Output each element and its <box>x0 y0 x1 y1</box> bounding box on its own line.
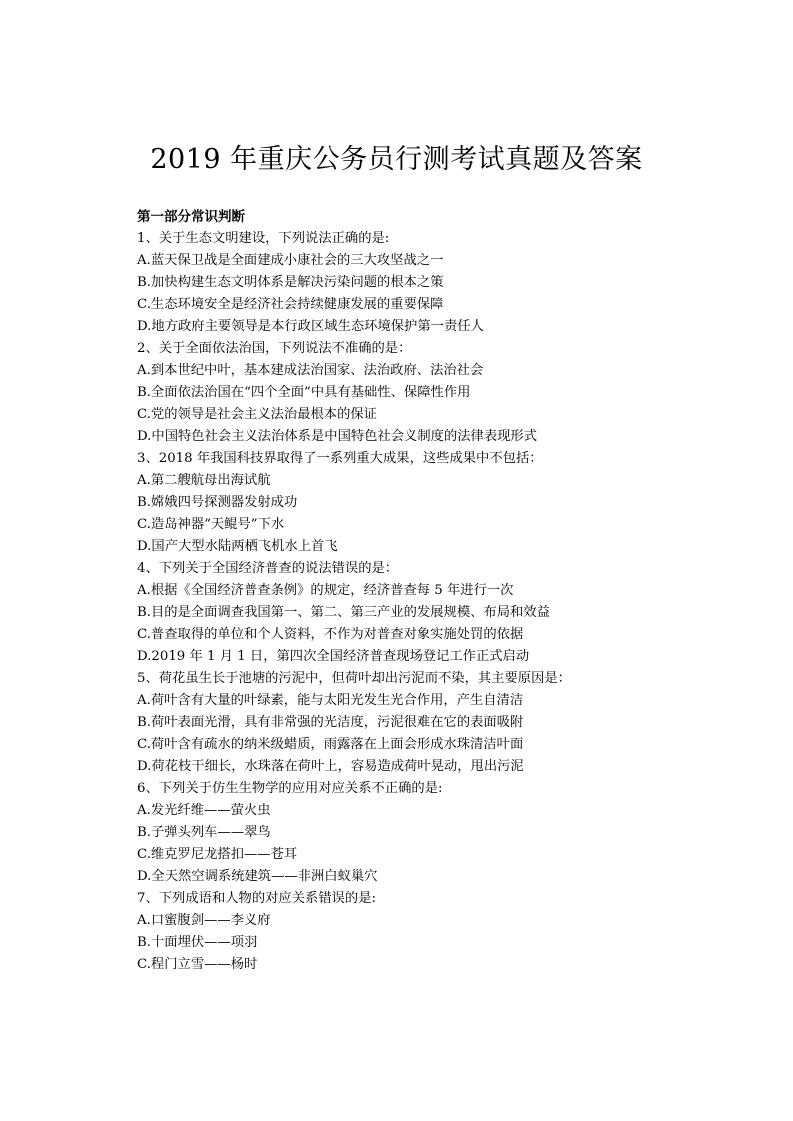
document-title: 2019 年重庆公务员行测考试真题及答案 <box>150 144 643 175</box>
option-a: A.第二艘航母出海试航 <box>137 473 271 488</box>
question-1 <box>137 228 697 338</box>
option-d: D.中国特色社会主义法治体系是中国特色社会义制度的法律表现形式 <box>137 429 538 444</box>
option-c: C.程门立雪——杨时 <box>137 957 258 972</box>
option-d: D.国产大型水陆两栖飞机水上首飞 <box>137 539 338 554</box>
question-stem: 5、荷花虽生长于池塘的污泥中，但荷叶却出污泥而不染，其主要原因是： <box>137 671 571 686</box>
question-4 <box>137 558 697 668</box>
option-b: B.荷叶表面光滑，具有非常强的光洁度，污泥很难在它的表面吸附 <box>137 715 524 730</box>
question-7 <box>137 888 697 976</box>
option-a: A.蓝天保卫战是全面建成小康社会的三大攻坚战之一 <box>137 253 444 268</box>
option-d: D.荷花枝干细长，水珠落在荷叶上，容易造成荷叶晃动，甩出污泥 <box>137 759 524 774</box>
option-d: D.全天然空调系统建筑——非洲白蚁巢穴 <box>137 869 378 884</box>
section-heading: 第一部分常识判断 <box>137 209 245 225</box>
option-c: C.荷叶含有疏水的纳米级蜡质，雨露落在上面会形成水珠清洁叶面 <box>137 737 524 752</box>
option-b: B.目的是全面调查我国第一、第二、第三产业的发展规模、布局和效益 <box>137 605 550 620</box>
option-a: A.根据《全国经济普查条例》的规定，经济普查每 5 年进行一次 <box>137 583 514 598</box>
option-b: B.十面埋伏——项羽 <box>137 935 258 950</box>
option-c: C.维克罗尼龙搭扣——苍耳 <box>137 847 298 862</box>
option-c: C.普查取得的单位和个人资料，不作为对普查对象实施处罚的依据 <box>137 627 524 642</box>
option-c: C.党的领导是社会主义法治最根本的保证 <box>137 407 377 422</box>
question-2 <box>137 338 697 448</box>
option-b: B.嫦娥四号探测器发射成功 <box>137 495 298 510</box>
question-stem: 1、关于生态文明建设，下列说法正确的是: <box>137 231 390 246</box>
option-b: B.子弹头列车——翠鸟 <box>137 825 271 840</box>
question-stem: 2、关于全面依法治国，下列说法不准确的是： <box>137 341 412 356</box>
document-body <box>137 206 697 976</box>
option-a: A.到本世纪中叶，基本建成法治国家、法治政府、法治社会 <box>137 363 484 378</box>
question-stem: 3、2018 年我国科技界取得了一系列重大成果，这些成果中不包括： <box>137 451 543 466</box>
option-c: C.生态环境安全是经济社会持续健康发展的重要保障 <box>137 297 444 312</box>
option-a: A.口蜜腹剑——李义府 <box>137 913 271 928</box>
option-b: B.加快构建生态文明体系是解决污染问题的根本之策 <box>137 275 444 290</box>
question-stem: 6、下列关于仿生生物学的应用对应关系不正确的是: <box>137 781 443 796</box>
option-d: D.地方政府主要领导是本行政区域生态环境保护第一责任人 <box>137 319 484 334</box>
option-c: C.造岛神器“天鲲号”下水 <box>137 517 285 532</box>
question-3 <box>137 448 697 558</box>
question-stem: 4、下列关于全国经济普查的说法错误的是： <box>137 561 399 576</box>
option-b: B.全面依法治国在“四个全面”中具有基础性、保障性作用 <box>137 385 471 400</box>
option-a: A.荷叶含有大量的叶绿素，能与太阳光发生光合作用，产生自清洁 <box>137 693 524 708</box>
option-d: D.2019 年 1 月 1 日，第四次全国经济普查现场登记工作正式启动 <box>137 649 530 664</box>
question-6 <box>137 778 697 888</box>
option-a: A.发光纤维——萤火虫 <box>137 803 271 818</box>
question-stem: 7、下列成语和人物的对应关系错误的是: <box>137 891 376 906</box>
question-5 <box>137 668 697 778</box>
